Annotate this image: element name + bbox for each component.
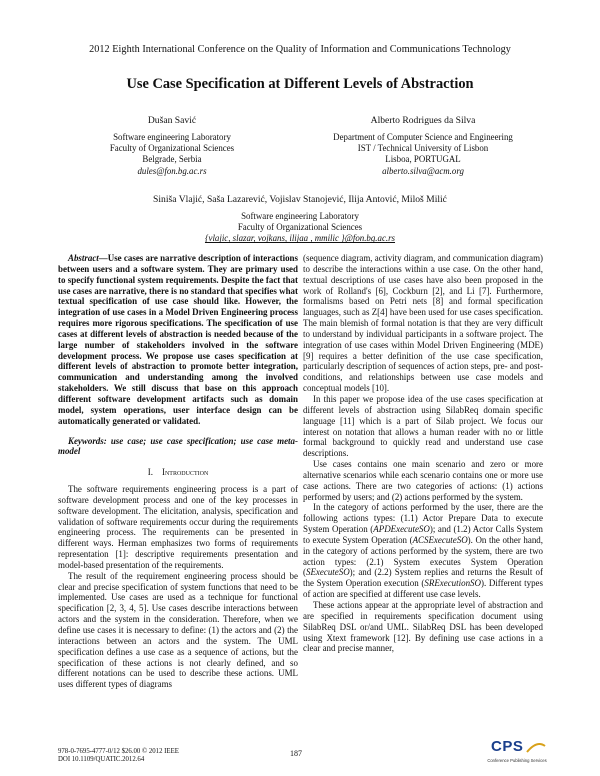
body-paragraph: [303, 502, 543, 600]
author-affiliation: Faculty of Organizational Sciences: [237, 222, 363, 233]
cps-logo: [487, 738, 547, 772]
body-paragraph: The software requirements engineering process is a part of software development process and one of the key processes in software development. The elicitation, analysis, specification and validation of software requirements occur during the requirements engineering process. The requirements can be presented in different ways. Herman emphasizes two forms of requirements representation [1]: descriptive requirements presentation and model-based presentation of the requirements.: [58, 484, 298, 570]
logo-swoosh-icon: [487, 738, 547, 758]
body-paragraph: Use cases contains one main scenario and zero or more alternative scenarios while each scenario contains one or more use case actions. There are two categories of actions: (1) actions performed by users; and (2) actions performed by the system.: [303, 459, 543, 502]
action-type: ACSExecuteSO: [412, 534, 468, 545]
text-run: ). On the other hand, in the category of actions performed by the system, there are two action types: (2.1) System executes System Operation (: [303, 534, 543, 578]
keywords: Keywords: use case; use case specification; use case meta-model: [58, 435, 298, 457]
text-run: ); and (1.2) Actor Calls System to execute System Operation (: [303, 524, 543, 545]
section-heading: [58, 467, 298, 478]
doi-line: DOI 10.1109/QUATIC.2012.64: [58, 756, 145, 764]
text-run: In the category of actions performed by the user, there are the following actions types: (1.1) Actor Prepare Data to execute System Operation (: [303, 502, 543, 535]
abstract: [58, 253, 298, 427]
abstract-label: Abstract—: [68, 253, 108, 263]
author-email: alberto.silva@acm.org: [382, 165, 464, 176]
author-block-3: [60, 194, 540, 245]
author-affiliation: Department of Computer Science and Engineering: [333, 132, 513, 142]
paper-title: Use Case Specification at Different Levels of Abstraction: [126, 76, 474, 92]
author-affiliation: IST / Technical University of Lisbon: [357, 143, 489, 154]
body-paragraph: (sequence diagram, activity diagram, and communication diagram) to describe the interactions within a use case. On the other hand, textual descriptions of use cases have also been proposed in the work of Rolland's [6], Cockburn [2], and Li [7]. Furthermore, formalisms based on Petri nets [8] and formal specification languages, such as Z[4] have been used for use cases specification. The main blemish of formal notation is that they are very difficult to understand by individual participants in a software project. The integration of use cases within Model Driven Engineering (MDE) [9] requires a better definition of the use case specification, particularly description of sequences of action steps, pre- and post- conditions, and relationships between use case models and conceptual models [10].: [303, 253, 543, 394]
text-run: ); and (2.2) System replies and returns the Result of the System Operation execution (: [303, 567, 543, 589]
left-column: [58, 253, 298, 690]
author-affiliation: Faculty of Organizational Sciences: [109, 143, 235, 154]
author-names: Siniša Vlajić, Saša Lazarević, Vojislav Stanojević, Ilija Antović, Miloš Milić: [153, 194, 447, 205]
logo-text: CPS: [491, 738, 524, 755]
copyright-footer: [58, 748, 179, 764]
author-location: Belgrade, Serbia: [142, 154, 202, 165]
author-name: Alberto Rodrigues da Silva: [370, 115, 476, 126]
isbn-line: 978-0-7695-4777-0/12 $26.00 © 2012 IEEE: [58, 748, 179, 755]
page-number: 187: [290, 749, 302, 758]
body-paragraph: These actions appear at the appropriate level of abstraction and are specified in requirements specification document using SilabReq DSL or/and UML. SilabReq DSL has been developed using Xtext framework [12]. By defining use case actions in a clear and precise manner,: [303, 600, 543, 654]
text-run: ). Different types of action are specified at different use case levels.: [303, 578, 543, 600]
body-paragraph: In this paper we propose idea of the use cases specification at different levels of abstraction using SilabReq domain specific language [11] which is a part of Silab project. We focus our interest on notation that allows a human reader with no or little formal background to quickly read and understand use case descriptions.: [303, 393, 543, 459]
abstract-text: Use cases are narrative description of interactions between users and a software system. They are primary used to specify functional system requirements. Despite the fact that use cases are narrative, there is no standard that specifies what textual specification of use case should like. However, the integration of use cases in a Model Driven Engineering process requires more rigorous specifications. The specification of use cases at different levels of abstraction is needed because of the large number of stakeholders involved in the software development process. We propose use cases specification at different levels of abstraction to promote better integration, communication and understanding among the involved stakeholders. We still discuss that base on this approach different software development artifacts such as domain model, system operations, user interface design can be automatically generated or validated.: [58, 253, 298, 426]
action-type: SRExecutionSO: [424, 578, 481, 589]
conference-header: 2012 Eighth International Conference on the Quality of Information and Communications Technology: [89, 44, 511, 55]
author-name: Dušan Savić: [147, 115, 197, 126]
action-type: SExecuteSO: [305, 567, 350, 578]
section-number: I.: [147, 467, 153, 478]
right-column: [303, 253, 543, 654]
action-type: APDExecuteSO: [373, 524, 430, 535]
section-title: Introduction: [161, 467, 209, 478]
body-paragraph: The result of the requirement engineering process should be clear and precise specification of system functions that need to be implemented. Use cases are used as a technique for functional specification [2, 3, 4, 5]. Use cases describe interactions between actors and the system in the consideration. Therefore, when we define use cases it is necessary to define: (1) the actors and (2) the interactions between an actors and the system. The UML specification defines a use case as a sequence of actions, but the specification of these actions is not clearly defined, and so different notations can be used to describe these actions. UML uses different types of diagrams: [58, 570, 298, 690]
author-affiliation: Software engineering Laboratory: [113, 132, 231, 142]
author-email: {vlajic, slazar, vojkans, ilijaa , mmilic }@fon.bg.ac.rs: [204, 233, 396, 244]
author-location: Lisboa, PORTUGAL: [385, 154, 461, 165]
author-email: dules@fon.bg.ac.rs: [137, 165, 207, 176]
author-affiliation: Software engineering Laboratory: [241, 211, 359, 221]
logo-tagline: Conference Publishing Services: [487, 758, 547, 763]
author-block-1: [92, 115, 252, 177]
author-block-2: [318, 115, 528, 177]
